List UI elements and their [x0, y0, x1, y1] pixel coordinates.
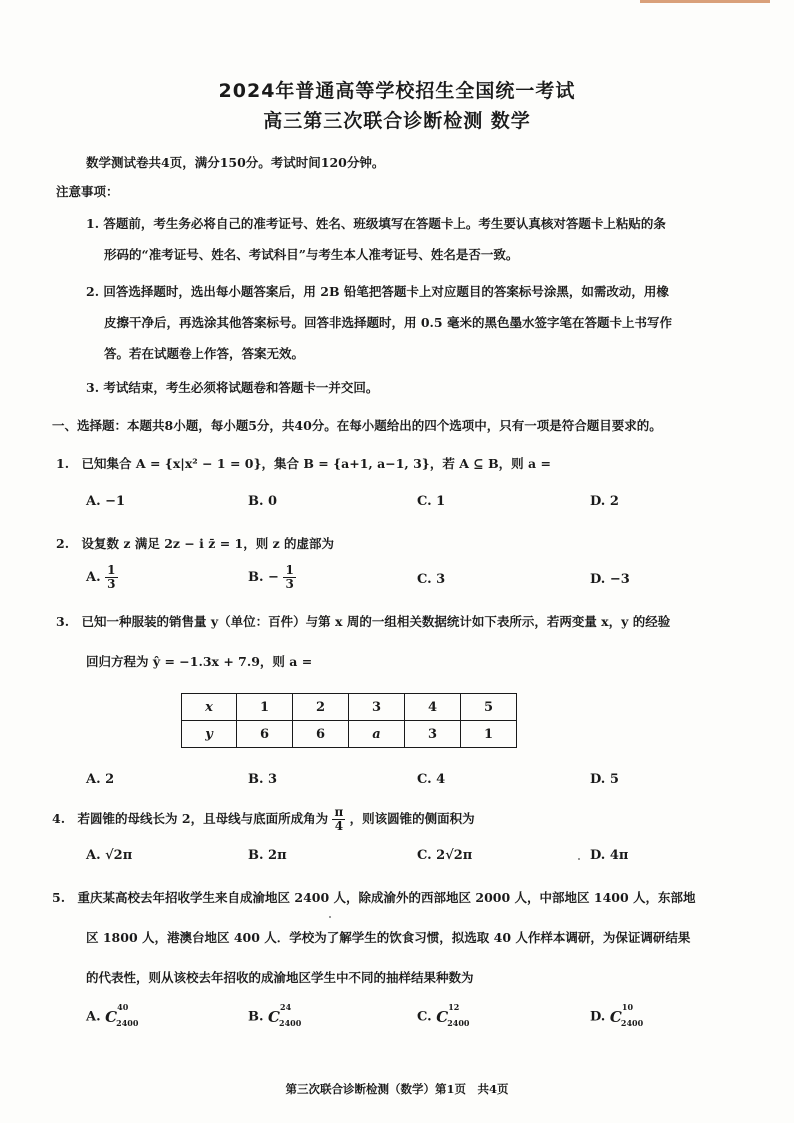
- question-5-stem-line-2: 区 1800 人，港澳台地区 400 人．学校为了解学生的饮食习惯，拟选取 40 人作样本调研，为保证调研结果: [86, 930, 691, 945]
- q2-option-a-fraction: $\frac{1}{3}$: [107, 563, 116, 591]
- q3-option-b: B. 3: [248, 772, 278, 787]
- q4-option-a: A. √2π: [86, 848, 133, 863]
- question-5-stem-line-1: 5. 重庆某高校去年招收学生来自成渝地区 2400 人，除成渝外的西部地区 2000 人，中部地区 1400 人，东部地: [52, 890, 696, 905]
- q5-option-a-label: A.: [86, 1009, 101, 1025]
- question-4-stem: [52, 806, 475, 833]
- exam-subtitle: 高三第三次联合诊断检测 数学: [263, 110, 531, 132]
- table-cell: 4: [405, 694, 461, 721]
- question-3-stem-line-2: 回归方程为 ŷ = −1.3x + 7.9，则 a =: [86, 654, 313, 669]
- top-edge-mark: [640, 0, 770, 3]
- q4-option-d: D. 4π: [590, 848, 629, 863]
- table-cell: 5: [461, 694, 517, 721]
- q4-angle-fraction: $\frac{\pi}{4}$: [334, 805, 344, 833]
- note-1-line-1: 1. 答题前，考生务必将自己的准考证号、姓名、班级填写在答题卡上。考生要认真核对答题卡上粘贴的条: [86, 216, 666, 231]
- table-row-y: [182, 721, 517, 748]
- note-1-line-2: 形码的“准考证号、姓名、考试科目”与考生本人准考证号、姓名是否一致。: [104, 247, 519, 262]
- q1-option-c: C. 1: [417, 494, 446, 509]
- q2-option-b-label: B. −: [248, 570, 279, 585]
- q5-option-a-combination: C 40 2400: [105, 1002, 139, 1028]
- question-2-stem: 2. 设复数 z 满足 2z − i z̄ = 1，则 z 的虚部为: [56, 536, 335, 551]
- question-3-stem-line-1: 3. 已知一种服装的销售量 y（单位：百件）与第 x 周的一组相关数据统计如下表所示，若两变量 x，y 的经验: [56, 614, 671, 629]
- q2-option-a: [86, 564, 118, 591]
- q4-stem-post: ，则该圆锥的侧面积为: [349, 811, 475, 826]
- q5-option-d: [590, 1002, 644, 1028]
- q5-option-c-combination: C 12 2400: [436, 1002, 470, 1028]
- scan-speck: [329, 916, 331, 918]
- page-footer: 第三次联合诊断检测（数学）第1页 共4页: [285, 1082, 509, 1096]
- q3-option-a: A. 2: [86, 772, 115, 787]
- table-cell: 6: [237, 721, 293, 748]
- table-cell: 3: [349, 694, 405, 721]
- q4-stem-pre: 4. 若圆锥的母线长为 2，且母线与底面所成角为: [52, 811, 329, 826]
- q5-option-b-label: B.: [248, 1009, 264, 1025]
- note-2-line-1: 2. 回答选择题时，选出每小题答案后，用 2B 铅笔把答题卡上对应题目的答案标号涂黑，如需改动，用橡: [86, 284, 669, 299]
- q5-option-a: [86, 1002, 139, 1028]
- q2-option-b-fraction: $\frac{1}{3}$: [285, 563, 294, 591]
- q3-option-d: D. 5: [590, 772, 619, 787]
- q5-option-b-combination: C 24 2400: [268, 1002, 302, 1028]
- note-2-line-3: 答。若在试题卷上作答，答案无效。: [104, 346, 305, 361]
- table-row-x: [182, 694, 517, 721]
- q5-option-d-label: D.: [590, 1009, 606, 1025]
- note-3: 3. 考试结束，考生必须将试题卷和答题卡一并交回。: [86, 380, 379, 395]
- table-cell: y: [182, 721, 237, 748]
- section-1-heading: 一、选择题：本题共8小题，每小题5分，共40分。在每小题给出的四个选项中，只有一项是符合题目要求的。: [52, 418, 662, 433]
- question-5-stem-line-3: 的代表性，则从该校去年招收的成渝地区学生中不同的抽样结果种数为: [86, 970, 474, 985]
- table-cell: x: [182, 694, 237, 721]
- q2-option-c: C. 3: [417, 572, 446, 587]
- q5-option-c-label: C.: [417, 1009, 432, 1025]
- table-cell: 6: [293, 721, 349, 748]
- q3-data-table: [181, 693, 517, 748]
- notes-heading: 注意事项：: [56, 184, 119, 199]
- q1-option-a: A. −1: [86, 494, 126, 509]
- q2-option-b: [248, 564, 296, 591]
- q5-option-c: [417, 1002, 470, 1028]
- q1-option-b: B. 0: [248, 494, 278, 509]
- question-1-stem: 1. 已知集合 A = {x|x² − 1 = 0}，集合 B = {a+1, a−1, 3}，若 A ⊆ B，则 a =: [56, 456, 551, 471]
- table-cell: a: [349, 721, 405, 748]
- note-2-line-2: 皮擦干净后，再选涂其他答案标号。回答非选择题时，用 0.5 毫米的黑色墨水签字笔在答题卡上书写作: [104, 315, 672, 330]
- q2-option-a-label: A.: [86, 570, 101, 585]
- q1-option-d: D. 2: [590, 494, 619, 509]
- table-cell: 1: [461, 721, 517, 748]
- q4-option-c: C. 2√2π: [417, 848, 473, 863]
- q3-option-c: C. 4: [417, 772, 446, 787]
- exam-title: 2024年普通高等学校招生全国统一考试: [218, 80, 576, 102]
- q4-option-b: B. 2π: [248, 848, 287, 863]
- intro-text: 数学测试卷共4页，满分150分。考试时间120分钟。: [86, 155, 385, 170]
- q5-option-d-combination: C 10 2400: [609, 1002, 644, 1028]
- table-cell: 1: [237, 694, 293, 721]
- table-cell: 3: [405, 721, 461, 748]
- q2-option-d: D. −3: [590, 572, 630, 587]
- scan-speck: [578, 858, 580, 860]
- q5-option-b: [248, 1002, 302, 1028]
- table-cell: 2: [293, 694, 349, 721]
